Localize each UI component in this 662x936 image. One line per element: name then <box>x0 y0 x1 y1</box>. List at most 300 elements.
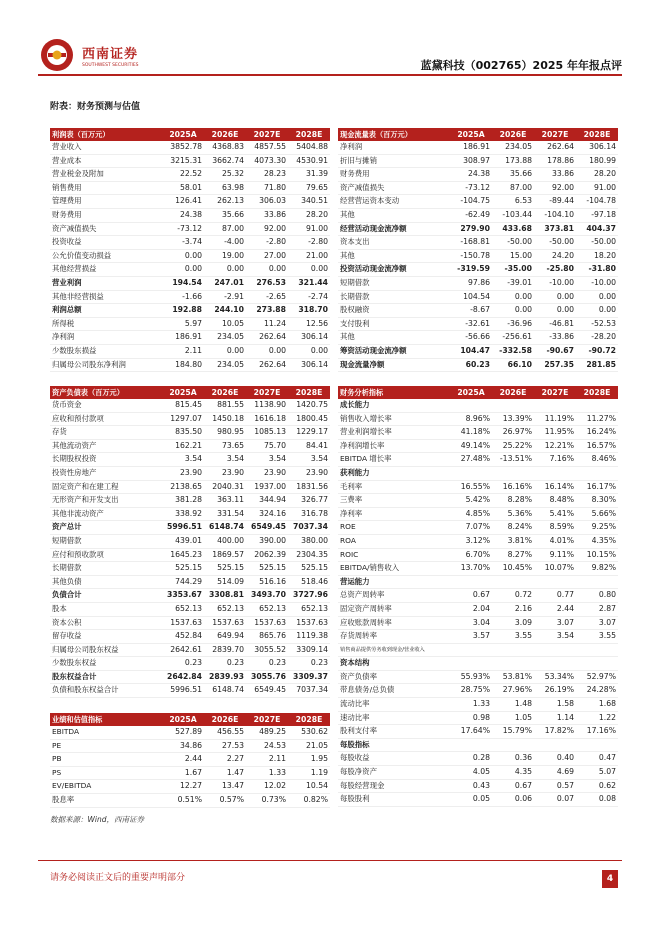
value-cell: 257.35 <box>534 358 576 372</box>
table-row <box>50 562 330 576</box>
value-cell: 0.23 <box>246 657 288 671</box>
value-cell: 7.07% <box>450 521 492 535</box>
row-label: 其他 <box>338 208 450 222</box>
table-row <box>50 317 330 331</box>
row-label: 留存收益 <box>50 630 162 644</box>
row-label: 少数股东损益 <box>50 344 162 358</box>
value-cell: 7037.34 <box>288 521 330 535</box>
table-row <box>338 154 618 168</box>
value-cell: 2062.39 <box>246 548 288 562</box>
value-cell: 18.20 <box>576 249 618 263</box>
table-title: 资产负债表（百万元） <box>50 386 162 399</box>
value-cell: 0.62 <box>576 779 618 793</box>
value-cell: 92.00 <box>534 181 576 195</box>
row-label: 净利润 <box>338 141 450 154</box>
logo-mark-icon <box>40 38 74 72</box>
company-logo <box>40 35 139 75</box>
table-row <box>338 725 618 739</box>
value-cell: 11.24 <box>246 317 288 331</box>
value-cell: 180.99 <box>576 154 618 168</box>
value-cell: 1.33 <box>450 698 492 712</box>
table-row <box>338 426 618 440</box>
value-cell: 6549.45 <box>246 684 288 698</box>
row-label: 营业成本 <box>50 154 162 168</box>
table-row <box>50 780 330 794</box>
value-cell: 28.20 <box>576 168 618 182</box>
value-cell: 8.27% <box>492 548 534 562</box>
value-cell: 194.54 <box>162 276 204 290</box>
table-row <box>338 317 618 331</box>
value-cell: 273.88 <box>246 304 288 318</box>
value-cell: 373.81 <box>534 222 576 236</box>
year-header: 2026E <box>204 386 246 399</box>
value-cell: 60.23 <box>450 358 492 372</box>
value-cell: 3.54 <box>534 630 576 644</box>
row-label: 带息债务/总负债 <box>338 684 450 698</box>
table-row <box>50 670 330 684</box>
table-row <box>338 602 618 616</box>
table-row <box>338 453 618 467</box>
value-cell: 262.13 <box>204 195 246 209</box>
value-cell: 26.97% <box>492 426 534 440</box>
value-cell: 306.14 <box>288 358 330 372</box>
value-cell <box>576 643 618 657</box>
value-cell: 2.44 <box>162 753 204 767</box>
value-cell: -32.61 <box>450 317 492 331</box>
value-cell: 1.58 <box>534 698 576 712</box>
value-cell: 12.02 <box>246 780 288 794</box>
value-cell: 3493.70 <box>246 589 288 603</box>
table-row <box>338 779 618 793</box>
table-row <box>50 534 330 548</box>
value-cell: 26.19% <box>534 684 576 698</box>
value-cell: 0.00 <box>576 290 618 304</box>
value-cell: 0.00 <box>288 344 330 358</box>
header-divider <box>38 74 622 76</box>
row-label: 长期借款 <box>338 290 450 304</box>
value-cell: 87.00 <box>204 222 246 236</box>
value-cell: -2.91 <box>204 290 246 304</box>
value-cell: 53.81% <box>492 670 534 684</box>
value-cell <box>534 399 576 412</box>
row-label: 营业利润增长率 <box>338 426 450 440</box>
value-cell: 55.93% <box>450 670 492 684</box>
value-cell: 2.16 <box>492 602 534 616</box>
value-cell: 52.97% <box>576 670 618 684</box>
value-cell: 6.53 <box>492 195 534 209</box>
value-cell: 525.15 <box>204 562 246 576</box>
value-cell: 1.33 <box>246 766 288 780</box>
value-cell: 0.00 <box>246 344 288 358</box>
table-row <box>50 412 330 426</box>
row-label: 所得税 <box>50 317 162 331</box>
table-row <box>338 358 618 372</box>
value-cell: 0.23 <box>288 657 330 671</box>
value-cell: 7037.34 <box>288 684 330 698</box>
value-cell: 2.27 <box>204 753 246 767</box>
value-cell: 0.06 <box>492 793 534 807</box>
table-row <box>338 181 618 195</box>
value-cell: 186.91 <box>162 331 204 345</box>
value-cell: 0.67 <box>450 589 492 603</box>
table-title: 业绩和估值指标 <box>50 713 162 726</box>
value-cell: 10.54 <box>288 780 330 794</box>
table-row <box>50 739 330 753</box>
table-row <box>338 670 618 684</box>
value-cell: 104.47 <box>450 344 492 358</box>
value-cell: 41.18% <box>450 426 492 440</box>
table-row <box>338 290 618 304</box>
value-cell: 186.91 <box>450 141 492 154</box>
value-cell: 16.14% <box>534 480 576 494</box>
value-cell: 8.48% <box>534 494 576 508</box>
value-cell: 1138.90 <box>246 399 288 412</box>
value-cell: 1.68 <box>576 698 618 712</box>
value-cell: 12.56 <box>288 317 330 331</box>
value-cell <box>450 643 492 657</box>
table-row <box>338 521 618 535</box>
value-cell <box>534 466 576 480</box>
value-cell: 4530.91 <box>288 154 330 168</box>
row-label: 每股净资产 <box>338 766 450 780</box>
value-cell: 0.00 <box>162 249 204 263</box>
value-cell: 3852.78 <box>162 141 204 154</box>
value-cell: -89.44 <box>534 195 576 209</box>
value-cell: 363.11 <box>204 494 246 508</box>
row-label: 资产减值损失 <box>50 222 162 236</box>
value-cell: 4.35 <box>492 766 534 780</box>
table-row <box>50 249 330 263</box>
row-label: 每股股利 <box>338 793 450 807</box>
value-cell: -62.49 <box>450 208 492 222</box>
value-cell: 4.01% <box>534 534 576 548</box>
value-cell: 8.96% <box>450 412 492 426</box>
value-cell: 0.40 <box>534 752 576 766</box>
value-cell: 91.00 <box>288 222 330 236</box>
value-cell: 4.05 <box>450 766 492 780</box>
value-cell: 4368.83 <box>204 141 246 154</box>
value-cell: 514.09 <box>204 575 246 589</box>
footer-disclaimer: 请务必阅读正文后的重要声明部分 <box>50 873 186 883</box>
value-cell: 381.28 <box>162 494 204 508</box>
value-cell <box>492 466 534 480</box>
value-cell: 66.10 <box>492 358 534 372</box>
value-cell: 97.86 <box>450 276 492 290</box>
row-label: 销售费用 <box>50 181 162 195</box>
value-cell: 10.05 <box>204 317 246 331</box>
value-cell: 0.36 <box>492 752 534 766</box>
value-cell: 23.90 <box>204 466 246 480</box>
table-row <box>338 548 618 562</box>
value-cell: 19.00 <box>204 249 246 263</box>
value-cell <box>576 399 618 412</box>
row-label: 长期借款 <box>50 562 162 576</box>
value-cell: 5.07 <box>576 766 618 780</box>
year-header: 2027E <box>534 128 576 141</box>
data-source-note: 数据来源：Wind，西南证券 <box>50 815 145 824</box>
value-cell: 525.15 <box>162 562 204 576</box>
value-cell: 24.28% <box>576 684 618 698</box>
value-cell: -50.00 <box>492 236 534 250</box>
row-label: 资产负债率 <box>338 670 450 684</box>
value-cell <box>450 657 492 671</box>
value-cell: 1.19 <box>288 766 330 780</box>
value-cell: 35.66 <box>204 208 246 222</box>
value-cell: -2.74 <box>288 290 330 304</box>
table-row <box>50 521 330 535</box>
value-cell: 3.09 <box>492 616 534 630</box>
value-cell <box>576 738 618 752</box>
row-label: 无形资产和开发支出 <box>50 494 162 508</box>
row-label: ROA <box>338 534 450 548</box>
row-label: EBITDA 增长率 <box>338 453 450 467</box>
row-label: EBITDA/销售收入 <box>338 562 450 576</box>
financial-ratios-table <box>338 386 618 807</box>
row-label: 资产总计 <box>50 521 162 535</box>
table-header-row <box>50 713 330 726</box>
row-label: 负债合计 <box>50 589 162 603</box>
row-label: 每股经营现金 <box>338 779 450 793</box>
row-label: 归属母公司股东净利润 <box>50 358 162 372</box>
value-cell: 5.36% <box>492 507 534 521</box>
value-cell: 5.42% <box>450 494 492 508</box>
value-cell: 0.98 <box>450 711 492 725</box>
value-cell: 338.92 <box>162 507 204 521</box>
row-label: PS <box>50 766 162 780</box>
value-cell: 244.10 <box>204 304 246 318</box>
year-header: 2028E <box>576 128 618 141</box>
logo-name: 西南证券 <box>82 46 139 62</box>
value-cell: 344.94 <box>246 494 288 508</box>
value-cell: -46.81 <box>534 317 576 331</box>
row-label: 净利润增长率 <box>338 439 450 453</box>
value-cell: 324.16 <box>246 507 288 521</box>
row-label: 营业税金及附加 <box>50 168 162 182</box>
value-cell: 326.77 <box>288 494 330 508</box>
value-cell: 1420.75 <box>288 399 330 412</box>
value-cell: 23.90 <box>288 466 330 480</box>
year-header: 2028E <box>288 386 330 399</box>
value-cell: -36.96 <box>492 317 534 331</box>
value-cell: 53.34% <box>534 670 576 684</box>
value-cell: 276.53 <box>246 276 288 290</box>
value-cell: 0.05 <box>450 793 492 807</box>
table-row <box>50 480 330 494</box>
table-row <box>338 684 618 698</box>
value-cell: 262.64 <box>246 331 288 345</box>
value-cell: 23.90 <box>246 466 288 480</box>
table-row <box>338 630 618 644</box>
value-cell: 173.88 <box>492 154 534 168</box>
logo-english: SOUTHWEST SECURITIES <box>82 62 139 68</box>
section-title: 附表：财务预测与估值 <box>50 102 141 112</box>
table-row <box>50 453 330 467</box>
row-label: ROE <box>338 521 450 535</box>
table-row <box>50 494 330 508</box>
value-cell: 0.00 <box>162 263 204 277</box>
table-title: 现金流量表（百万元） <box>338 128 450 141</box>
table-row <box>338 276 618 290</box>
value-cell: 234.05 <box>204 358 246 372</box>
table-row <box>50 331 330 345</box>
table-row <box>50 290 330 304</box>
value-cell: 63.98 <box>204 181 246 195</box>
row-label: 三费率 <box>338 494 450 508</box>
value-cell: 0.47 <box>576 752 618 766</box>
value-cell: 3.54 <box>246 453 288 467</box>
value-cell: -35.00 <box>492 263 534 277</box>
value-cell: 17.64% <box>450 725 492 739</box>
table-row <box>50 236 330 250</box>
value-cell: -50.00 <box>534 236 576 250</box>
value-cell: 1537.63 <box>246 616 288 630</box>
value-cell: 10.07% <box>534 562 576 576</box>
value-cell <box>576 657 618 671</box>
row-label: 每股指标 <box>338 738 450 752</box>
value-cell: -168.81 <box>450 236 492 250</box>
value-cell: 1229.17 <box>288 426 330 440</box>
value-cell: 2.87 <box>576 602 618 616</box>
value-cell <box>576 466 618 480</box>
value-cell: 0.00 <box>534 290 576 304</box>
value-cell: -2.80 <box>246 236 288 250</box>
row-label: 成长能力 <box>338 399 450 412</box>
value-cell: 835.50 <box>162 426 204 440</box>
value-cell: 3.04 <box>450 616 492 630</box>
value-cell: -56.66 <box>450 331 492 345</box>
value-cell: 8.59% <box>534 521 576 535</box>
table-row <box>338 195 618 209</box>
table-row <box>338 494 618 508</box>
value-cell: 1.67 <box>162 766 204 780</box>
row-label: 其他流动资产 <box>50 439 162 453</box>
report-title: 蓝黛科技（002765）2025 年年报点评 <box>420 59 622 72</box>
table-row <box>338 589 618 603</box>
cashflow-statement-table <box>338 128 618 372</box>
table-row <box>50 602 330 616</box>
value-cell: 24.38 <box>162 208 204 222</box>
value-cell: 1831.56 <box>288 480 330 494</box>
table-row <box>338 507 618 521</box>
value-cell: 525.15 <box>288 562 330 576</box>
value-cell: 28.23 <box>246 168 288 182</box>
table-row <box>50 657 330 671</box>
value-cell: 15.00 <box>492 249 534 263</box>
table-row <box>50 358 330 372</box>
value-cell: 0.00 <box>246 263 288 277</box>
value-cell: -39.01 <box>492 276 534 290</box>
row-label: 营业利润 <box>50 276 162 290</box>
row-label: 销售收入增长率 <box>338 412 450 426</box>
value-cell: 390.00 <box>246 534 288 548</box>
table-row <box>50 766 330 780</box>
value-cell: 17.82% <box>534 725 576 739</box>
balance-sheet-table <box>50 386 330 698</box>
row-label: 其他非经营损益 <box>50 290 162 304</box>
value-cell: 10.45% <box>492 562 534 576</box>
value-cell <box>534 575 576 589</box>
value-cell: 162.21 <box>162 439 204 453</box>
value-cell: 306.03 <box>246 195 288 209</box>
value-cell: 3.07 <box>576 616 618 630</box>
table-header-row <box>50 128 330 141</box>
value-cell: 6549.45 <box>246 521 288 535</box>
value-cell: 316.78 <box>288 507 330 521</box>
value-cell: 33.86 <box>246 208 288 222</box>
table-row <box>50 154 330 168</box>
table-row <box>50 168 330 182</box>
year-header: 2027E <box>246 713 288 726</box>
row-label: PE <box>50 739 162 753</box>
value-cell: 0.00 <box>204 344 246 358</box>
value-cell: 308.97 <box>450 154 492 168</box>
value-cell <box>534 738 576 752</box>
value-cell: 3055.76 <box>246 670 288 684</box>
row-label: 股本 <box>50 602 162 616</box>
table-row <box>50 439 330 453</box>
value-cell: 24.38 <box>450 168 492 182</box>
table-row <box>338 466 618 480</box>
value-cell: 3353.67 <box>162 589 204 603</box>
value-cell: 13.39% <box>492 412 534 426</box>
year-header: 2025A <box>450 128 492 141</box>
year-header: 2025A <box>162 128 204 141</box>
value-cell: 516.16 <box>246 575 288 589</box>
value-cell: 439.01 <box>162 534 204 548</box>
row-label: 应收和预付款项 <box>50 412 162 426</box>
value-cell: 340.51 <box>288 195 330 209</box>
value-cell: 980.95 <box>204 426 246 440</box>
value-cell: 5.66% <box>576 507 618 521</box>
value-cell: 815.45 <box>162 399 204 412</box>
value-cell: 5.97 <box>162 317 204 331</box>
value-cell: 23.90 <box>162 466 204 480</box>
table-row <box>338 399 618 412</box>
row-label: 其他负债 <box>50 575 162 589</box>
table-header-row <box>50 386 330 399</box>
value-cell <box>492 399 534 412</box>
value-cell: 1450.18 <box>204 412 246 426</box>
value-cell: 525.15 <box>246 562 288 576</box>
row-label: 投资性房地产 <box>50 466 162 480</box>
value-cell: 0.77 <box>534 589 576 603</box>
value-cell: 881.55 <box>204 399 246 412</box>
row-label: ROIC <box>338 548 450 562</box>
value-cell: 9.25% <box>576 521 618 535</box>
value-cell: -28.20 <box>576 331 618 345</box>
value-cell: 0.57 <box>534 779 576 793</box>
value-cell: 1645.23 <box>162 548 204 562</box>
value-cell: 0.80 <box>576 589 618 603</box>
value-cell: 58.01 <box>162 181 204 195</box>
table-row <box>338 738 618 752</box>
table-row <box>50 507 330 521</box>
value-cell: -150.78 <box>450 249 492 263</box>
value-cell: 75.70 <box>246 439 288 453</box>
year-header: 2027E <box>246 128 288 141</box>
value-cell: 6148.74 <box>204 521 246 535</box>
value-cell: -104.75 <box>450 195 492 209</box>
year-header: 2026E <box>492 386 534 399</box>
year-header: 2026E <box>204 128 246 141</box>
value-cell: 3.81% <box>492 534 534 548</box>
table-row <box>50 630 330 644</box>
row-label: 股权融资 <box>338 304 450 318</box>
table-row <box>50 222 330 236</box>
value-cell: 0.67 <box>492 779 534 793</box>
value-cell: 12.21% <box>534 439 576 453</box>
value-cell: 25.22% <box>492 439 534 453</box>
